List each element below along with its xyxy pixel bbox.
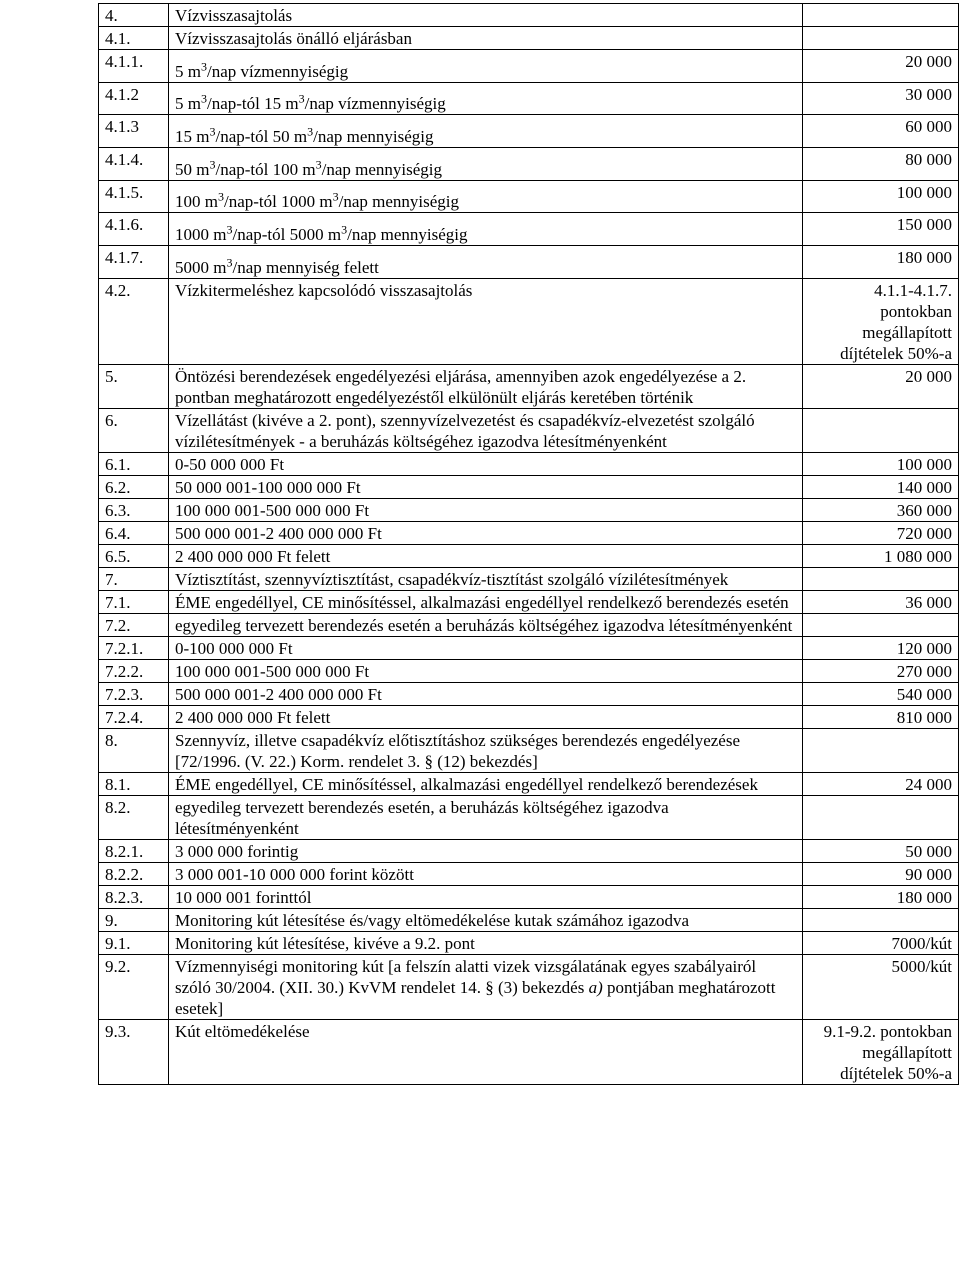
- item-number-text: 4.1.7.: [105, 247, 144, 267]
- item-description: [169, 408, 803, 452]
- item-description: [169, 931, 803, 954]
- fee-row: [99, 115, 959, 148]
- fee-row: [99, 931, 959, 954]
- item-number: [99, 728, 169, 772]
- item-number-text: 4.1.2: [105, 84, 139, 104]
- fee-schedule-body: [99, 4, 959, 1085]
- item-number: [99, 1019, 169, 1084]
- item-description-text: 100 $m^3/nap$-tól 1000 $m^3$/nap mennyiségig: [175, 189, 459, 212]
- item-fee: 20 000: [803, 364, 959, 408]
- item-fee: 50 000: [803, 839, 959, 862]
- item-description: [169, 147, 803, 180]
- fee-row: [99, 364, 959, 408]
- item-description-text: 3 000 000 forintig: [175, 841, 299, 861]
- item-fee: 180 000: [803, 245, 959, 278]
- item-number: [99, 659, 169, 682]
- item-description: [169, 728, 803, 772]
- item-number: [99, 885, 169, 908]
- fee-row: [99, 636, 959, 659]
- item-fee: 720 000: [803, 521, 959, 544]
- item-description: [169, 659, 803, 682]
- item-description-text: 500 000 001-2 400 000 000 Ft: [175, 684, 382, 704]
- item-description: [169, 590, 803, 613]
- item-description-text: Öntözési berendezések engedélyezési eljárása, amennyiben azok engedélyezése a 2. pontban meghatározott engedélyezéstől elkülönült eljárás keretében történik: [175, 366, 747, 407]
- item-number: [99, 705, 169, 728]
- item-number-text: 6.: [105, 410, 118, 430]
- item-fee: [803, 408, 959, 452]
- fee-schedule-table: [98, 3, 959, 1085]
- item-description: [169, 544, 803, 567]
- item-description: [169, 682, 803, 705]
- item-fee: 100 000: [803, 452, 959, 475]
- item-number: [99, 364, 169, 408]
- item-number: [99, 954, 169, 1019]
- item-fee: 60 000: [803, 115, 959, 148]
- item-number-text: 6.5.: [105, 546, 131, 566]
- item-description-text: egyedileg tervezett berendezés esetén, a beruházás költségéhez igazodva létesítményenként: [175, 797, 669, 838]
- item-number-text: 9.1.: [105, 933, 131, 953]
- item-number-text: 9.2.: [105, 956, 131, 976]
- item-description-text: ÉME engedéllyel, CE minősítéssel, alkalmazási engedéllyel rendelkező berendezések: [175, 774, 758, 794]
- item-number-text: 4.1.1.: [105, 52, 144, 71]
- item-number: [99, 931, 169, 954]
- item-description: [169, 795, 803, 839]
- item-description-text: Monitoring kút létesítése, kivéve a 9.2. pont: [175, 933, 475, 953]
- item-description: [169, 4, 803, 27]
- item-description: [169, 908, 803, 931]
- item-number: [99, 452, 169, 475]
- item-number: [99, 408, 169, 452]
- item-fee: 7000/kút: [803, 931, 959, 954]
- item-number: [99, 862, 169, 885]
- fee-row: [99, 4, 959, 27]
- item-number-text: 6.4.: [105, 523, 131, 543]
- item-number-text: 7.2.1.: [105, 638, 144, 658]
- item-number-text: 6.2.: [105, 477, 131, 497]
- item-fee: 5000/kút: [803, 954, 959, 1019]
- item-fee: [803, 795, 959, 839]
- item-number: [99, 839, 169, 862]
- item-fee: [803, 27, 959, 50]
- item-description-text: Szennyvíz, illetve csapadékvíz előtisztításhoz szükséges berendezés engedélyezése [72/1996. (V. 22.) Korm. rendelet 3. § (12) bekezdés]: [175, 730, 741, 771]
- item-fee: 150 000: [803, 213, 959, 246]
- item-number-text: 4.1.5.: [105, 182, 144, 202]
- item-description-text: Vízmennyiségi monitoring kút [a felszín alatti vizek vizsgálatának egyes szabályairól szóló 30/2004. (XII. 30.) KvVM rendelet 14. § (3) bekezdés a) pontjában meghatározott esetek]: [175, 956, 776, 1018]
- item-number: [99, 50, 169, 83]
- item-number: [99, 567, 169, 590]
- item-number-text: 4.: [105, 6, 118, 25]
- fee-row: [99, 408, 959, 452]
- item-description: [169, 364, 803, 408]
- item-number: [99, 795, 169, 839]
- fee-row: [99, 590, 959, 613]
- fee-row: [99, 862, 959, 885]
- fee-row: [99, 498, 959, 521]
- item-description: [169, 1019, 803, 1084]
- item-number-text: 7.2.4.: [105, 707, 144, 727]
- item-description-text: Vízvisszasajtolás önálló eljárásban: [175, 29, 412, 48]
- item-description-text: Vízkitermeléshez kapcsolódó visszasajtolás: [175, 280, 473, 300]
- item-description: [169, 278, 803, 364]
- item-number-text: 7.2.3.: [105, 684, 144, 704]
- item-fee: 270 000: [803, 659, 959, 682]
- item-number-text: 7.2.: [105, 615, 131, 635]
- item-number-text: 8.2.1.: [105, 841, 144, 861]
- item-number: [99, 82, 169, 115]
- fee-row: [99, 567, 959, 590]
- item-number-text: 4.1.: [105, 29, 131, 48]
- fee-row: [99, 27, 959, 50]
- fee-row: [99, 1019, 959, 1084]
- item-fee: [803, 613, 959, 636]
- item-number-text: 8.1.: [105, 774, 131, 794]
- item-description: [169, 954, 803, 1019]
- item-fee: 20 000: [803, 50, 959, 83]
- item-description-text: 50 000 001-100 000 000 Ft: [175, 477, 361, 497]
- item-description-text: Monitoring kút létesítése és/vagy eltömedékelése kutak számához igazodva: [175, 910, 690, 930]
- fee-row: [99, 885, 959, 908]
- item-description: [169, 567, 803, 590]
- item-number-text: 5.: [105, 366, 118, 386]
- item-fee: 810 000: [803, 705, 959, 728]
- fee-row: [99, 213, 959, 246]
- item-description-text: ÉME engedéllyel, CE minősítéssel, alkalmazási engedéllyel rendelkező berendezés esetén: [175, 592, 789, 612]
- item-description: [169, 50, 803, 83]
- item-number-text: 6.1.: [105, 454, 131, 474]
- item-description-text: 2 400 000 000 Ft felett: [175, 546, 331, 566]
- item-number-text: 9.: [105, 910, 118, 930]
- item-fee: 540 000: [803, 682, 959, 705]
- fee-row: [99, 475, 959, 498]
- fee-row: [99, 245, 959, 278]
- item-number-text: 4.2.: [105, 280, 131, 300]
- item-description-text: 5 $m^3/nap$-tól 15 $m^3$/nap vízmennyiségig: [175, 91, 446, 114]
- item-fee: 24 000: [803, 772, 959, 795]
- item-description-text: 100 000 001-500 000 000 Ft: [175, 661, 370, 681]
- item-description: [169, 452, 803, 475]
- item-fee: [803, 4, 959, 27]
- item-number: [99, 772, 169, 795]
- fee-row: [99, 521, 959, 544]
- item-fee: 90 000: [803, 862, 959, 885]
- item-description: [169, 27, 803, 50]
- item-number: [99, 590, 169, 613]
- item-fee: 360 000: [803, 498, 959, 521]
- item-description-text: 3 000 001-10 000 000 forint között: [175, 864, 414, 884]
- item-description: [169, 521, 803, 544]
- item-description: [169, 475, 803, 498]
- item-number-text: 6.3.: [105, 500, 131, 520]
- item-description: [169, 885, 803, 908]
- item-number: [99, 245, 169, 278]
- fee-row: [99, 795, 959, 839]
- item-description-text: Víztisztítást, szennyvíztisztítást, csapadékvíz-tisztítást szolgáló vízilétesítmények: [175, 569, 729, 589]
- item-number: [99, 521, 169, 544]
- item-description: [169, 613, 803, 636]
- fee-row: [99, 705, 959, 728]
- fee-row: [99, 147, 959, 180]
- fee-row: [99, 50, 959, 83]
- item-description-text: 50 $m^3/nap$-tól 100 $m^3$/nap mennyiségig: [175, 156, 442, 179]
- item-fee: 80 000: [803, 147, 959, 180]
- item-fee: 100 000: [803, 180, 959, 213]
- item-description: [169, 498, 803, 521]
- fee-row: [99, 908, 959, 931]
- fee-row: [99, 452, 959, 475]
- item-description: [169, 839, 803, 862]
- fee-row: [99, 180, 959, 213]
- item-number: [99, 180, 169, 213]
- item-description: [169, 180, 803, 213]
- fee-row: [99, 278, 959, 364]
- item-number-text: 9.3.: [105, 1021, 131, 1041]
- item-description: [169, 82, 803, 115]
- fee-row: [99, 954, 959, 1019]
- item-description-text: 5 $m^3$/nap vízmennyiségig: [175, 59, 349, 81]
- item-description: [169, 636, 803, 659]
- fee-row: [99, 772, 959, 795]
- item-description-text: 5000 $m^3$/nap mennyiség felett: [175, 254, 379, 277]
- item-number: [99, 636, 169, 659]
- item-number-text: 4.1.6.: [105, 215, 144, 235]
- item-fee: 30 000: [803, 82, 959, 115]
- item-fee: 140 000: [803, 475, 959, 498]
- item-number: [99, 908, 169, 931]
- fee-row: [99, 728, 959, 772]
- item-number-text: 4.1.3: [105, 117, 139, 137]
- item-number-text: 7.1.: [105, 592, 131, 612]
- item-number: [99, 613, 169, 636]
- fee-row: [99, 82, 959, 115]
- item-number-text: 8.2.2.: [105, 864, 144, 884]
- item-number: [99, 213, 169, 246]
- item-description-text: Vízellátást (kivéve a 2. pont), szennyvízelvezetést és csapadékvíz-elvezetést szolgáló vízilétesítmények - a beruházás költségéhez igazodva létesítményenként: [175, 410, 755, 451]
- item-fee: 9.1-9.2. pontokban megállapított díjtételek 50%-a: [803, 1019, 959, 1084]
- item-fee: 120 000: [803, 636, 959, 659]
- item-fee: 1 080 000: [803, 544, 959, 567]
- item-description-text: 1000 $m^3/nap$-tól 5000 $m^3$/nap mennyiségig: [175, 222, 468, 244]
- item-description-text: 500 000 001-2 400 000 000 Ft: [175, 523, 382, 543]
- item-number: [99, 115, 169, 148]
- item-fee: 4.1.1-4.1.7. pontokban megállapított díjtételek 50%-a: [803, 278, 959, 364]
- item-description-text: Kút eltömedékelése: [175, 1021, 310, 1041]
- item-description-text: 15 $m^3/nap$-tól 50 $m^3$/nap mennyiségig: [175, 124, 434, 146]
- item-fee: [803, 567, 959, 590]
- fee-row: [99, 544, 959, 567]
- item-number: [99, 278, 169, 364]
- item-number-text: 8.: [105, 730, 118, 750]
- item-description-text: 2 400 000 000 Ft felett: [175, 707, 331, 727]
- item-fee: 180 000: [803, 885, 959, 908]
- item-number-text: 8.2.3.: [105, 887, 144, 907]
- item-description-text: 0-50 000 000 Ft: [175, 454, 285, 474]
- item-description-text: 100 000 001-500 000 000 Ft: [175, 500, 370, 520]
- item-description-text: 0-100 000 000 Ft: [175, 638, 293, 658]
- item-fee: 36 000: [803, 590, 959, 613]
- item-description: [169, 213, 803, 246]
- item-number-text: 7.2.2.: [105, 661, 144, 681]
- fee-row: [99, 659, 959, 682]
- item-number: [99, 4, 169, 27]
- item-description: [169, 245, 803, 278]
- item-description: [169, 115, 803, 148]
- item-description: [169, 705, 803, 728]
- item-description-text: Vízvisszasajtolás: [175, 6, 293, 25]
- item-number: [99, 27, 169, 50]
- fee-row: [99, 613, 959, 636]
- item-number-text: 7.: [105, 569, 118, 589]
- item-fee: [803, 728, 959, 772]
- item-number: [99, 147, 169, 180]
- item-number-text: 8.2.: [105, 797, 131, 817]
- item-description: [169, 772, 803, 795]
- item-number: [99, 544, 169, 567]
- item-description-text: egyedileg tervezett berendezés esetén a beruházás költségéhez igazodva létesítményenként: [175, 615, 793, 635]
- item-description: [169, 862, 803, 885]
- fee-row: [99, 839, 959, 862]
- item-number-text: 4.1.4.: [105, 149, 144, 169]
- fee-row: [99, 682, 959, 705]
- item-fee: [803, 908, 959, 931]
- item-number: [99, 498, 169, 521]
- item-number: [99, 682, 169, 705]
- item-description-text: 10 000 001 forinttól: [175, 887, 312, 907]
- item-number: [99, 475, 169, 498]
